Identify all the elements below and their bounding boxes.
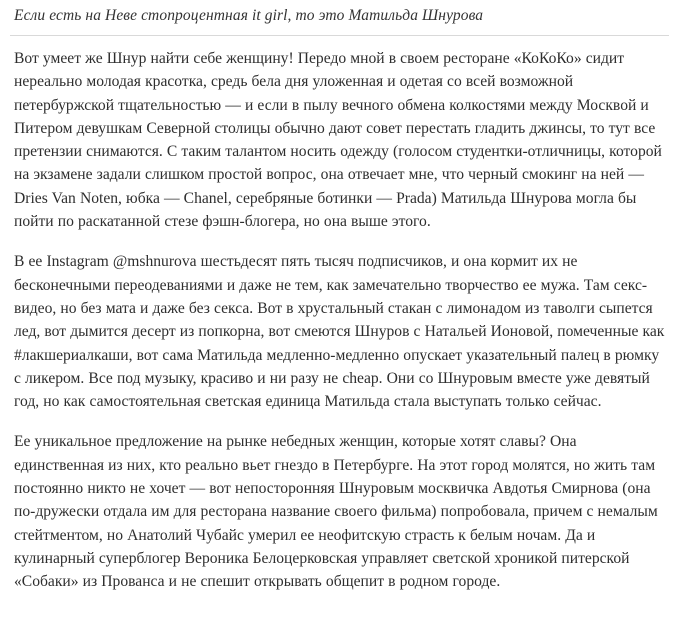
article-paragraph: Вот умеет же Шнур найти себе женщину! Передо мной в своем ресторане «КоКоКо» сидит нереально молодая красотка, средь бела дня уложенная и одетая со всей возможной петербуржской тщательностью — и если в пылу вечного обмена колкостями между Москвой и Питером девушкам Северной столицы обычно дают совет перестать гладить джинсы, то тут все претензии снимаются. С таким талантом носить одежду (голосом студентки-отличницы, которой на экзамене задали слишком простой вопрос, она отвечает мне, что черный смокинг на ней — Dries Van Noten, юбка — Chanel, серебряные ботинки — Prada) Матильда Шнурова могла бы пойти по раскатанной стезе фэшн-блогера, но она выше этого. <box>14 50 662 231</box>
article-paragraph: Ее уникальное предложение на рынке небедных женщин, которые хотят славы? Она единственная из них, кто реально вьет гнездо в Петербурге. На этот город молятся, но жить там постоянно никто не хочет — вот непосторонняя Шнуровым москвичка Авдотья Смирнова (она по-дружески отдала им для ресторана название своего фильма) попробовала, причем с немалым стейтментом, но Анатолий Чубайс умерил ее неофитскую страсть к белым ночам. Да и кулинарный суперблогер Вероника Белоцерковская управляет светской хроникой питерской «Собаки» из Прованса и не спешит открывать общепит в родном городе. <box>14 433 658 591</box>
article-headline: Если есть на Неве стопроцентная it girl, то это Матильда Шнурова <box>14 7 484 24</box>
headline-container <box>0 0 677 26</box>
article-paragraph: В ее Instagram @mshnurova шестьдесят пять тысяч подписчиков, и она кормит их не бесконечными переодеваниями и даже не тем, как замечательно творчество ее мужа. Там секс-видео, но без мата и даже без секса. Вот в хрустальный стакан с лимонадом из таволги сыпется лед, вот дымится десерт из попкорна, вот смеются Шнуров с Натальей Ионовой, помеченные как #лакшериалкаши, вот сама Матильда медленно-медленно опускает указательный палец в рюмку с ликером. Все под музыку, красиво и ни разу не cheap. Они со Шнуровым вместе уже девятый год, но как самостоятельная светская единица Матильда стала выступать только сейчас. <box>14 253 665 411</box>
article-body <box>0 36 677 594</box>
